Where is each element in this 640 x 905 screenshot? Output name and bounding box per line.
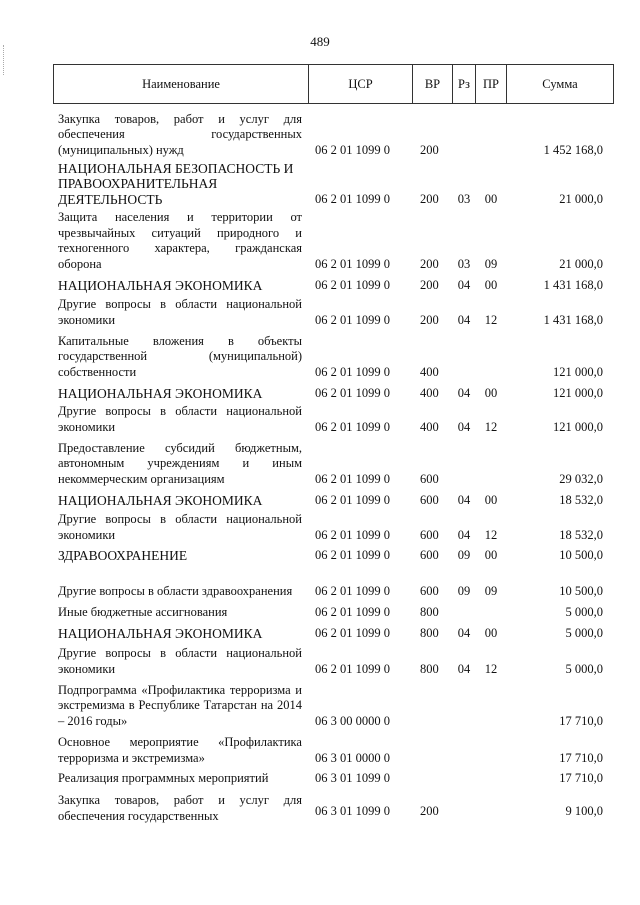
row-vr: 800 xyxy=(420,625,439,640)
row-sum: 21 000,0 xyxy=(559,256,603,271)
row-csr: 06 2 01 1099 0 xyxy=(315,312,390,327)
table-row xyxy=(53,490,614,508)
row-csr: 06 3 01 0000 0 xyxy=(315,750,390,765)
row-name: Другие вопросы в области национальной экономики xyxy=(58,404,302,434)
row-sum: 18 532,0 xyxy=(559,492,603,507)
table-row xyxy=(53,161,614,207)
row-name: Капитальные вложения в объекты государственной (муниципальной) собственности xyxy=(58,333,302,379)
row-rz: 04 xyxy=(457,277,471,292)
row-vr: 600 xyxy=(420,527,439,542)
table-row xyxy=(53,546,614,563)
row-name: НАЦИОНАЛЬНАЯ ЭКОНОМИКА xyxy=(58,277,263,293)
table-header xyxy=(53,64,614,104)
row-csr: 06 2 01 1099 0 xyxy=(315,256,390,271)
table-row xyxy=(53,624,614,641)
table-row xyxy=(53,567,614,599)
row-rz: 04 xyxy=(457,527,471,542)
row-vr: 600 xyxy=(420,471,439,486)
row-csr: 06 2 01 1099 0 xyxy=(315,492,390,507)
row-csr: 06 2 01 1099 0 xyxy=(315,142,390,157)
table-row xyxy=(53,682,614,729)
row-name: НАЦИОНАЛЬНАЯ БЕЗОПАСНОСТЬ И ПРАВООХРАНИТЕЛЬНАЯ ДЕЯТЕЛЬНОСТЬ xyxy=(58,160,294,207)
row-name: ЗДРАВООХРАНЕНИЕ xyxy=(58,547,188,563)
row-name: Другие вопросы в области национальной экономики xyxy=(58,297,302,327)
row-pr: 00 xyxy=(484,625,498,640)
row-pr: 12 xyxy=(484,527,498,542)
page-number: 489 xyxy=(310,34,330,49)
row-pr: 09 xyxy=(484,583,498,598)
row-pr: 00 xyxy=(484,191,498,206)
header-pr: ПР xyxy=(476,65,507,103)
row-vr: 600 xyxy=(420,547,439,562)
table-row xyxy=(53,108,614,158)
row-name: НАЦИОНАЛЬНАЯ ЭКОНОМИКА xyxy=(58,492,263,508)
row-vr: 800 xyxy=(420,604,439,619)
header-sum: Сумма xyxy=(542,77,578,91)
row-csr: 06 2 01 1099 0 xyxy=(315,604,390,619)
row-name: Другие вопросы в области национальной экономики xyxy=(58,512,302,542)
row-vr: 600 xyxy=(420,492,439,507)
row-csr: 06 3 00 0000 0 xyxy=(315,713,390,728)
row-name: Защита населения и территории от чрезвычайных ситуаций природного и техногенного характера, гражданская оборона xyxy=(58,210,302,271)
row-sum: 1 431 168,0 xyxy=(543,312,603,327)
row-csr: 06 2 01 1099 0 xyxy=(315,547,390,562)
table-row xyxy=(53,734,614,766)
table-row xyxy=(53,603,614,620)
row-sum: 21 000,0 xyxy=(559,191,603,206)
header-csr: ЦСР xyxy=(309,65,413,103)
row-sum: 9 100,0 xyxy=(565,803,603,818)
row-sum: 121 000,0 xyxy=(553,419,603,434)
table-row xyxy=(53,296,614,328)
row-vr: 200 xyxy=(420,803,439,818)
table-row xyxy=(53,275,614,293)
header-name: Наименование xyxy=(54,65,309,103)
row-name: НАЦИОНАЛЬНАЯ ЭКОНОМИКА xyxy=(58,385,263,401)
row-name: НАЦИОНАЛЬНАЯ ЭКОНОМИКА xyxy=(58,625,263,641)
row-name: Другие вопросы в области национальной экономики xyxy=(58,646,302,676)
row-vr: 200 xyxy=(420,142,439,157)
row-pr: 00 xyxy=(484,385,498,400)
row-csr: 06 2 01 1099 0 xyxy=(315,419,390,434)
row-csr: 06 2 01 1099 0 xyxy=(315,661,390,676)
row-csr: 06 2 01 1099 0 xyxy=(315,583,390,598)
row-rz: 03 xyxy=(457,256,471,271)
row-sum: 17 710,0 xyxy=(559,713,603,728)
row-vr: 200 xyxy=(420,191,439,206)
table-row xyxy=(53,645,614,677)
row-name: Закупка товаров, работ и услуг для обеспечения государственных xyxy=(58,793,302,823)
row-pr: 00 xyxy=(484,547,498,562)
header-vr: ВР xyxy=(413,65,453,103)
row-vr: 800 xyxy=(420,661,439,676)
row-sum: 10 500,0 xyxy=(559,547,603,562)
row-rz: 09 xyxy=(457,547,471,562)
row-sum: 29 032,0 xyxy=(559,471,603,486)
row-pr: 12 xyxy=(484,419,498,434)
table-row xyxy=(53,440,614,487)
table-row xyxy=(53,210,614,272)
row-sum: 1 431 168,0 xyxy=(543,277,603,292)
row-csr: 06 2 01 1099 0 xyxy=(315,277,390,292)
row-csr: 06 2 01 1099 0 xyxy=(315,471,390,486)
row-name: Другие вопросы в области здравоохранения xyxy=(58,583,293,598)
row-rz: 03 xyxy=(457,191,471,206)
row-name: Закупка товаров, работ и услуг для обеспечения государственных (муниципальных) нужд xyxy=(58,111,302,157)
row-vr: 400 xyxy=(420,364,439,379)
row-pr: 12 xyxy=(484,312,498,327)
row-rz: 04 xyxy=(457,385,471,400)
table-row xyxy=(53,404,614,435)
row-rz: 04 xyxy=(457,661,471,676)
row-pr: 00 xyxy=(484,492,498,507)
row-vr: 600 xyxy=(420,583,439,598)
row-csr: 06 3 01 1099 0 xyxy=(315,803,390,818)
row-csr: 06 2 01 1099 0 xyxy=(315,364,390,379)
table-row xyxy=(53,792,614,824)
row-vr: 200 xyxy=(420,277,439,292)
row-sum: 10 500,0 xyxy=(559,583,603,598)
row-vr: 400 xyxy=(420,419,439,434)
row-rz: 09 xyxy=(457,583,471,598)
row-sum: 5 000,0 xyxy=(565,604,603,619)
row-csr: 06 2 01 1099 0 xyxy=(315,527,390,542)
table-row xyxy=(53,511,614,543)
row-pr: 09 xyxy=(484,256,498,271)
row-vr: 400 xyxy=(420,385,439,400)
row-name: Иные бюджетные ассигнования xyxy=(58,604,228,619)
row-vr: 200 xyxy=(420,256,439,271)
row-sum: 1 452 168,0 xyxy=(543,142,603,157)
row-name: Предоставление субсидий бюджетным, автономным учреждениям и иным некоммерческим организациям xyxy=(58,440,302,486)
row-csr: 06 3 01 1099 0 xyxy=(315,770,390,785)
table-row xyxy=(53,769,614,786)
row-rz: 04 xyxy=(457,625,471,640)
row-csr: 06 2 01 1099 0 xyxy=(315,191,390,206)
row-sum: 5 000,0 xyxy=(565,661,603,676)
row-rz: 04 xyxy=(457,419,471,434)
table-row xyxy=(53,383,614,401)
row-sum: 17 710,0 xyxy=(559,770,603,785)
row-name: Реализация программных мероприятий xyxy=(58,770,269,785)
row-sum: 5 000,0 xyxy=(565,625,603,640)
row-name: Основное мероприятие «Профилактика терроризма и экстремизма» xyxy=(58,735,302,765)
row-rz: 04 xyxy=(457,312,471,327)
row-pr: 00 xyxy=(484,277,498,292)
table-row xyxy=(53,333,614,380)
row-rz: 04 xyxy=(457,492,471,507)
row-sum: 17 710,0 xyxy=(559,750,603,765)
header-rz: Рз xyxy=(453,65,476,103)
row-sum: 18 532,0 xyxy=(559,527,603,542)
row-csr: 06 2 01 1099 0 xyxy=(315,385,390,400)
row-vr: 200 xyxy=(420,312,439,327)
row-sum: 121 000,0 xyxy=(553,385,603,400)
row-sum: 121 000,0 xyxy=(553,364,603,379)
row-pr: 12 xyxy=(484,661,498,676)
row-name: Подпрограмма «Профилактика терроризма и экстремизма в Республике Татарстан на 2014 – 2016 годы» xyxy=(58,682,302,728)
row-csr: 06 2 01 1099 0 xyxy=(315,625,390,640)
